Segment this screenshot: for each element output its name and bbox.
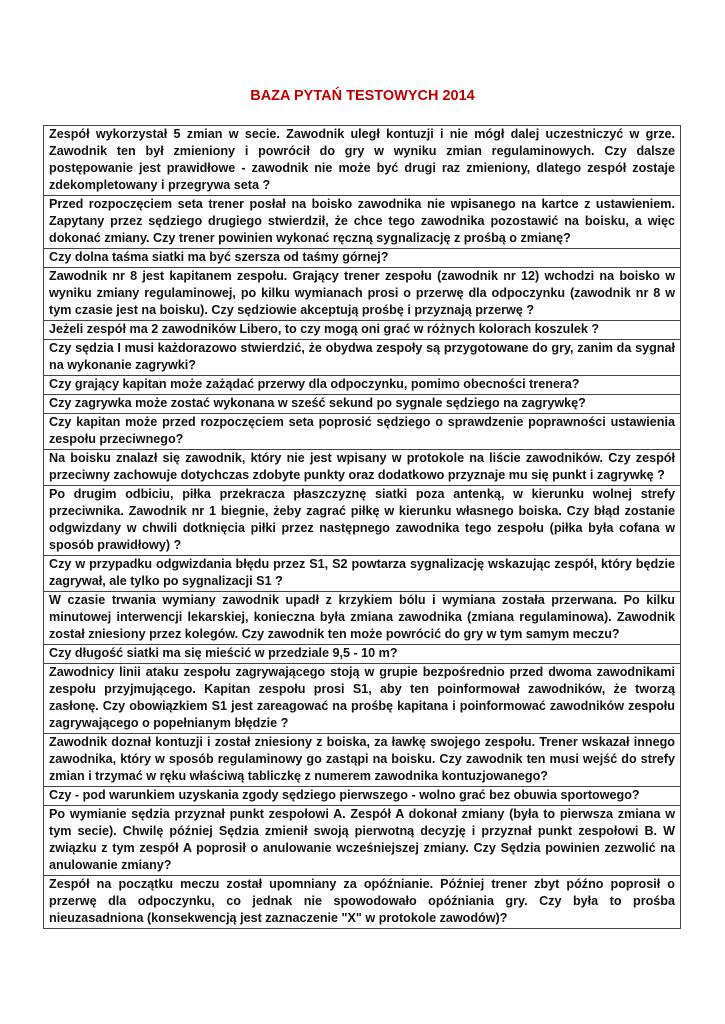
question-text: Czy długość siatki ma się mieścić w przedziale 9,5 - 10 m?	[44, 645, 681, 664]
question-row	[44, 787, 681, 806]
question-row	[44, 249, 681, 268]
question-text: Czy w przypadku odgwizdania błędu przez S1, S2 powtarza sygnalizację wskazując zespół, który będzie zagrywał, ale tylko po sygnalizacji S1 ?	[44, 556, 681, 592]
question-text: Przed rozpoczęciem seta trener posłał na boisko zawodnika nie wpisanego na kartce z ustawieniem. Zapytany przez sędziego drugiego stwierdził, że chce tego zawodnika pozostawić na boisku, a więc dokonać zmiany. Czy trener powinien wykonać ręczną sygnalizację z prośbą o zmianę?	[44, 196, 681, 249]
question-text: Czy zagrywka może zostać wykonana w sześć sekund po sygnale sędziego na zagrywkę?	[44, 395, 681, 414]
question-text: Jeżeli zespół ma 2 zawodników Libero, to czy mogą oni grać w różnych kolorach koszulek ?	[44, 321, 681, 340]
question-row	[44, 196, 681, 249]
question-text: Zawodnik nr 8 jest kapitanem zespołu. Grający trener zespołu (zawodnik nr 12) wchodzi na boisko w wyniku zmiany regulaminowej, po kilku wymianach prosi o przerwę dla odpoczynku (zawodnik nr 8 w tym czasie jest na boisku). Czy sędziowie akceptują prośbę i przyznają przerwę ?	[44, 268, 681, 321]
question-row	[44, 664, 681, 734]
question-text: Czy grający kapitan może zażądać przerwy dla odpoczynku, pomimo obecności trenera?	[44, 376, 681, 395]
question-text: W czasie trwania wymiany zawodnik upadł z krzykiem bólu i wymiana została przerwana. Po kilku minutowej interwencji lekarskiej, konieczna była zmiana zawodnika (zmiana regulaminowa). Zawodnik został zniesiony przez kolegów. Czy zawodnik ten może powrócić do gry w tym samym meczu?	[44, 592, 681, 645]
question-text: Po drugim odbiciu, piłka przekracza płaszczyznę siatki poza antenką, w kierunku wolnej strefy przeciwnika. Zawodnik nr 1 biegnie, żeby zagrać piłkę w kierunku własnego boiska. Czy błąd zostanie odgwizdany w chwili dotknięcia piłki przez następnego zawodnika tego zespołu (piłka była cofana w sposób prawidłowy) ?	[44, 486, 681, 556]
questions-table	[43, 125, 681, 929]
question-row	[44, 876, 681, 929]
question-row	[44, 450, 681, 486]
question-row	[44, 340, 681, 376]
question-text: Na boisku znalazł się zawodnik, który nie jest wpisany w protokole na liście zawodników. Czy zespół przeciwny zachowuje dotychczas zdobyte punkty oraz dodatkowo przyznaje mu się punkt i zagrywkę ?	[44, 450, 681, 486]
page-title: BAZA PYTAŃ TESTOWYCH 2014	[250, 88, 475, 104]
question-row	[44, 321, 681, 340]
question-text: Czy - pod warunkiem uzyskania zgody sędziego pierwszego - wolno grać bez obuwia sportowego?	[44, 787, 681, 806]
question-text: Zawodnik doznał kontuzji i został zniesiony z boiska, za ławkę swojego zespołu. Trener wskazał innego zawodnika, który w sposób regulaminowy go zastąpi na boisku. Czy zawodnik ten musi wejść do strefy zmian i trzymać w ręku właściwą tabliczkę z numerem zawodnika kontuzjowanego?	[44, 734, 681, 787]
question-text: Czy dolna taśma siatki ma być szersza od taśmy górnej?	[44, 249, 681, 268]
question-row	[44, 734, 681, 787]
question-row	[44, 414, 681, 450]
question-row	[44, 376, 681, 395]
question-row	[44, 806, 681, 876]
question-row	[44, 645, 681, 664]
question-text: Czy sędzia I musi każdorazowo stwierdzić, że obydwa zespoły są przygotowane do gry, zanim da sygnał na wykonanie zagrywki?	[44, 340, 681, 376]
question-row	[44, 126, 681, 196]
question-text: Czy kapitan może przed rozpoczęciem seta poprosić sędziego o sprawdzenie poprawności ustawienia zespołu przeciwnego?	[44, 414, 681, 450]
question-row	[44, 268, 681, 321]
question-row	[44, 556, 681, 592]
question-row	[44, 395, 681, 414]
question-row	[44, 592, 681, 645]
question-text: Po wymianie sędzia przyznał punkt zespołowi A. Zespół A dokonał zmiany (była to pierwsza zmiana w tym secie). Chwilę później Sędzia zmienił swoją pierwotną decyzję i przyznał punkt zespołowi B. W związku z tym zespół A poprosił o anulowanie wcześniejszej zmiany. Czy Sędzia powinien zezwolić na anulowanie zmiany?	[44, 806, 681, 876]
question-row	[44, 486, 681, 556]
question-text: Zawodnicy linii ataku zespołu zagrywającego stoją w grupie bezpośrednio przed dwoma zawodnikami zespołu przyjmującego. Kapitan zespołu prosi S1, aby ten poinformował zawodników, że tworzą zasłonę. Czy obowiązkiem S1 jest zareagować na prośbę kapitana i poinformować zawodników zespołu zagrywającego o popełnianym błędzie ?	[44, 664, 681, 734]
question-text: Zespół wykorzystał 5 zmian w secie. Zawodnik uległ kontuzji i nie mógł dalej uczestniczyć w grze. Zawodnik ten był zmieniony i powrócił do gry w wyniku zmian regulaminowych. Czy dalsze postępowanie jest prawidłowe - zawodnik nie może być drugi raz zmieniony, dlatego zespół zostaje zdekompletowany i przegrywa seta ?	[44, 126, 681, 196]
question-text: Zespół na początku meczu został upomniany za opóźnianie. Później trener zbyt późno poprosił o przerwę dla odpoczynku, co jednak nie spowodowało opóźniania gry. Czy była to prośba nieuzasadniona (konsekwencją jest zaznaczenie "X" w protokole zawodów)?	[44, 876, 681, 929]
